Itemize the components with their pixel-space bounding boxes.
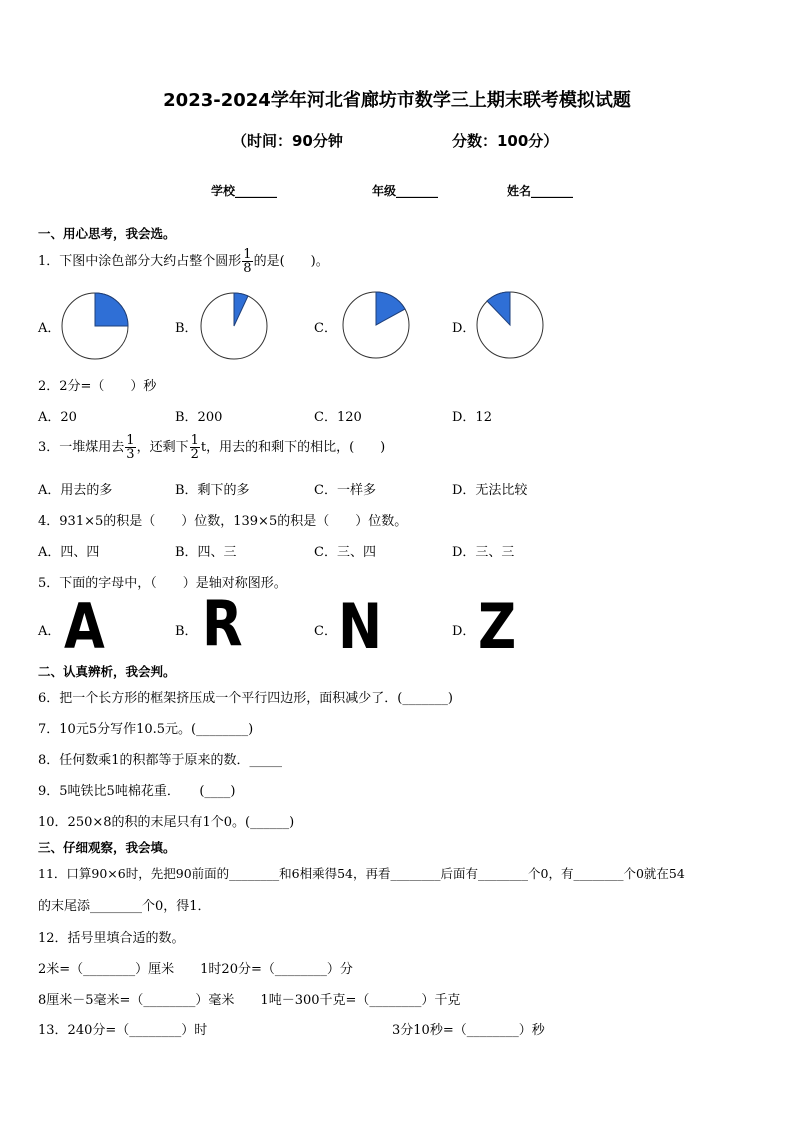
q5-label-c: C． xyxy=(314,624,337,639)
letter-z: Z xyxy=(478,590,517,663)
question-12-line-2: 8厘米－5毫米=（________）毫米 1吨－300千克=（________）千克 xyxy=(38,993,461,1008)
q4-option-b: B．四、三 xyxy=(175,545,237,560)
question-11-line-2: 的末尾添________个0，得1． xyxy=(38,899,211,914)
question-2: 2．2分=（ ）秒 xyxy=(38,379,157,394)
question-1-tail: 的是( )。 xyxy=(253,254,329,269)
q2-option-a: A．20 xyxy=(38,410,77,425)
fraction-one-third: $\frac{1}{3}$ xyxy=(126,433,135,462)
question-4: 4．931×5的积是（ ）位数，139×5的积是（ ）位数。 xyxy=(38,514,408,529)
letter-r: R xyxy=(202,587,243,660)
q4-option-d: D．三、三 xyxy=(452,545,515,560)
q2-option-d: D．12 xyxy=(452,410,492,425)
q3-option-d: D．无法比较 xyxy=(452,483,528,498)
q3-option-b: B．剩下的多 xyxy=(175,483,250,498)
q5-label-d: D． xyxy=(452,624,476,639)
q4-option-c: C．三、四 xyxy=(314,545,376,560)
question-12: 12．括号里填合适的数。 xyxy=(38,931,185,946)
question-6: 6．把一个长方形的框架挤压成一个平行四边形，面积减少了．(_______) xyxy=(38,691,453,706)
q3-option-a: A．用去的多 xyxy=(38,483,113,498)
name-field: 姓名_______ xyxy=(507,184,574,198)
grade-field: 年级_______ xyxy=(372,184,439,198)
section-1-heading: 一、用心思考，我会选。 xyxy=(38,226,176,241)
question-3-tail: t，用去的和剩下的相比，( ) xyxy=(200,440,386,455)
question-7: 7．10元5分写作10.5元。(________) xyxy=(38,722,254,737)
question-12-line-1: 2米=（________）厘米 1时20分=（________）分 xyxy=(38,962,353,977)
option-label-b: B． xyxy=(175,321,198,336)
q2-option-b: B．200 xyxy=(175,410,223,425)
option-label-d: D． xyxy=(452,321,476,336)
question-1-text: 1．下图中涂色部分大约占整个圆形 xyxy=(38,254,242,269)
question-1 xyxy=(38,248,329,275)
pie-chart-d xyxy=(475,290,545,360)
question-3-middle: ，还剩下 xyxy=(136,440,189,455)
question-9: 9．5吨铁比5吨棉花重． (____) xyxy=(38,784,236,799)
exam-time: （时间：90分钟 xyxy=(232,132,343,150)
pie-chart-c xyxy=(341,290,411,360)
page-title: 2023-2024学年河北省廊坊市数学三上期末联考模拟试题 xyxy=(163,90,631,111)
fraction: $\frac{1}{8}$ xyxy=(243,247,252,276)
q5-label-b: B． xyxy=(175,624,198,639)
letter-a: A xyxy=(64,590,105,663)
pie-chart-a xyxy=(60,291,130,361)
fraction-one-half: $\frac{1}{2}$ xyxy=(190,433,199,462)
question-5: 5．下面的字母中，（ ）是轴对称图形。 xyxy=(38,576,287,591)
section-2-heading: 二、认真辨析，我会判。 xyxy=(38,664,176,679)
question-13-part-2: 3分10秒=（________）秒 xyxy=(392,1023,545,1038)
exam-score: 分数：100分） xyxy=(452,132,559,150)
q2-option-c: C．120 xyxy=(314,410,362,425)
question-11-line-1: 11．口算90×6时，先把90前面的________和6相乘得54，再看________后面有________个0，有________个0就在54 xyxy=(38,866,685,881)
pie-chart-b xyxy=(199,291,269,361)
question-10: 10．250×8的积的末尾只有1个0。(______) xyxy=(38,815,295,830)
q4-option-a: A．四、四 xyxy=(38,545,100,560)
question-3-text: 3．一堆煤用去 xyxy=(38,440,125,455)
option-label-c: C． xyxy=(314,321,337,336)
school-field: 学校_______ xyxy=(211,184,278,198)
q3-option-c: C．一样多 xyxy=(314,483,376,498)
q5-label-a: A． xyxy=(38,624,61,639)
section-3-heading: 三、仔细观察，我会填。 xyxy=(38,840,176,855)
question-3 xyxy=(38,434,385,461)
question-13-part-1: 13．240分=（________）时 xyxy=(38,1023,208,1038)
letter-n: N xyxy=(338,590,383,663)
option-label-a: A． xyxy=(38,321,61,336)
question-8: 8．任何数乘1的积都等于原来的数．_____ xyxy=(38,753,283,768)
